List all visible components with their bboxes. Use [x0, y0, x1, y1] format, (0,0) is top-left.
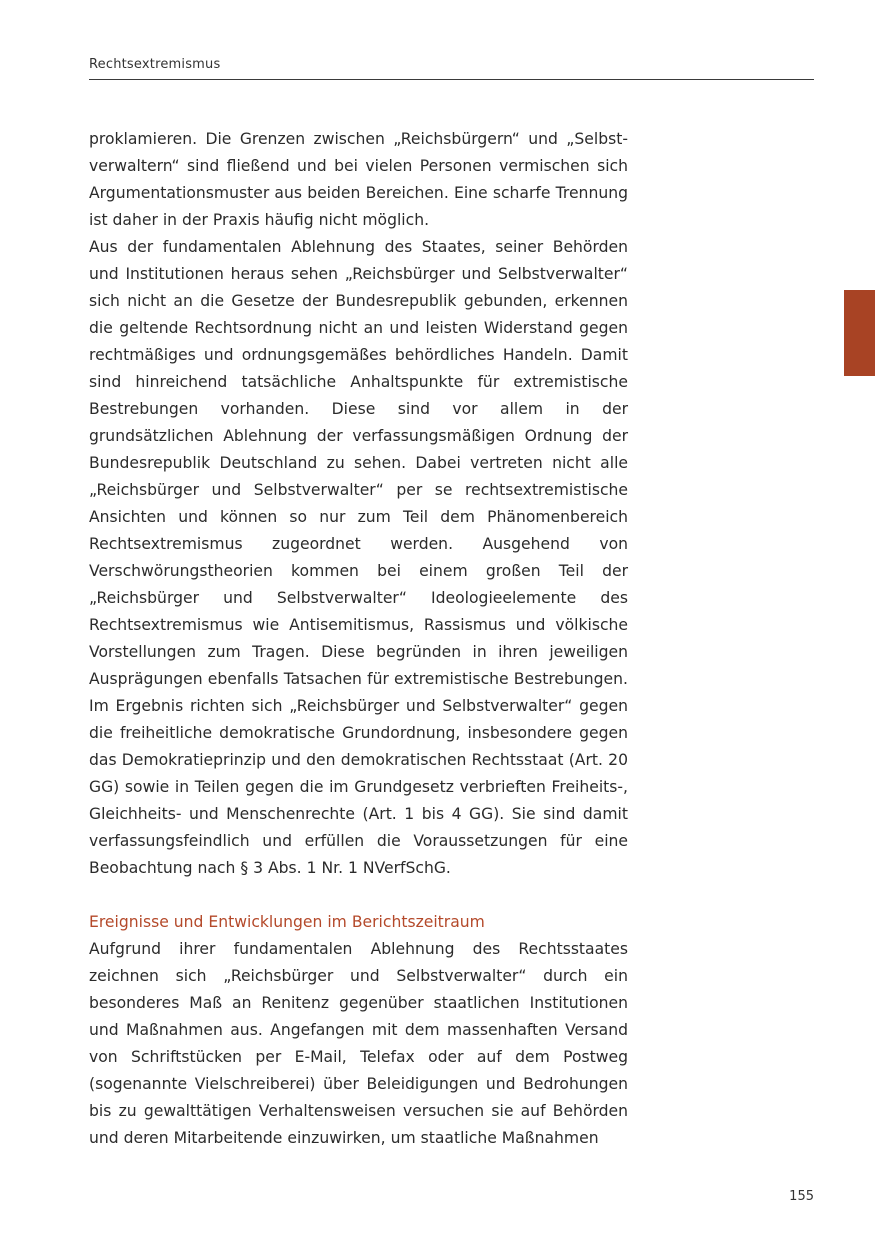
header-rule — [89, 79, 814, 80]
page-number: 155 — [789, 1189, 814, 1204]
body-text — [89, 126, 628, 1152]
section-heading: Ereignisse und Entwicklungen im Berichtszeitraum — [89, 913, 485, 931]
section-paragraph: Aufgrund ihrer fundamentalen Ablehnung des Rechtsstaates zeichnen sich „Reichsbürger und Selbstverwalter“ durch ein besonderes Maß an Renitenz gegenüber staatlichen Institutionen und Maßnahmen aus. Angefangen mit dem massenhaften Versand von Schriftstücken per E-Mail, Telefax oder auf dem Postweg (sogenannte Vielschreiberei) über Beleidigungen und Bedrohungen bis zu gewalttätigen Verhaltensweisen versuchen sie auf Behörden und deren Mitarbeitende einzuwirken, um staatliche Maßnahmen — [89, 940, 628, 1147]
running-header: Rechtsextremismus — [89, 57, 221, 72]
paragraph-2: Aus der fundamentalen Ablehnung des Staates, seiner Behörden und Institutionen heraus sehen „Reichsbürger und Selbstverwalter“ sich nicht an die Gesetze der Bundesrepublik gebunden, erkennen die geltende Rechtsordnung nicht an und leisten Widerstand gegen rechtmäßiges und ordnungsgemäßes behördliches Handeln. Damit sind hinreichend tatsächliche Anhaltspunkte für extremistische Bestrebungen vorhanden. Diese sind vor allem in der grundsätzlichen Ablehnung der verfassungsmäßigen Ordnung der Bundesrepublik Deutschland zu sehen. Dabei vertreten nicht alle „Reichsbürger und Selbstverwalter“ per se rechtsextremistische Ansichten und können so nur zum Teil dem Phänomenbereich Rechtsextremismus zugeordnet werden. Ausgehend von Verschwörungstheorien kommen bei einem großen Teil der „Reichsbürger und Selbstverwalter“ Ideologieelemente des Rechtsextremismus wie Antisemitismus, Rassismus und völkische Vorstellungen zum Tragen. Diese begründen in ihren jeweiligen Ausprägungen ebenfalls Tatsachen für extremistische Bestrebungen. Im Ergebnis richten sich „Reichsbürger und Selbstverwalter“ gegen die freiheitliche demokratische Grundordnung, insbesondere gegen das Demokratieprinzip und den demokratischen Rechtsstaat (Art. 20 GG) sowie in Teilen gegen die im Grundgesetz verbrieften Freiheits-, Gleichheits- und Menschenrechte (Art. 1 bis 4 GG). Sie sind damit verfassungsfeindlich und erfüllen die Voraussetzungen für eine Beobachtung nach § 3 Abs. 1 Nr. 1 NVerfSchG. — [89, 238, 628, 877]
paragraph-1: proklamieren. Die Grenzen zwischen „Reichsbürgern“ und „Selbstverwaltern“ sind fließend und bei vielen Personen vermischen sich Argumentationsmuster aus beiden Bereichen. Eine scharfe Trennung ist daher in der Praxis häufig nicht möglich. — [89, 130, 628, 229]
chapter-tab-marker — [844, 290, 875, 376]
